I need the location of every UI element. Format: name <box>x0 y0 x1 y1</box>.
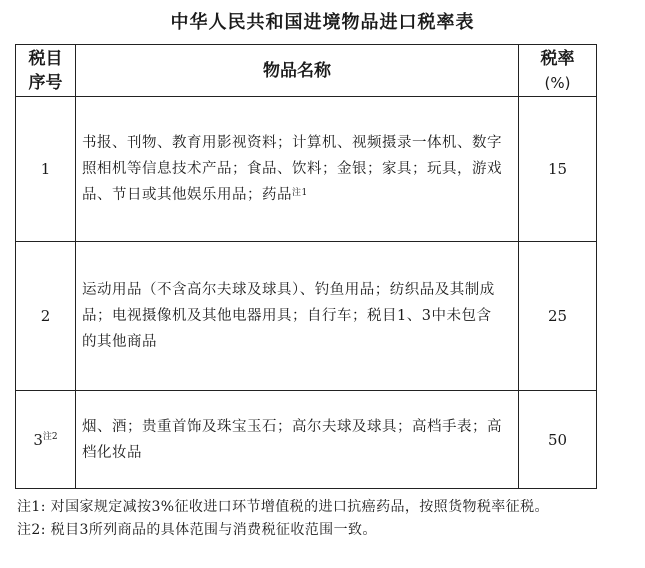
footnotes <box>17 496 617 542</box>
row-items-text: 书报、刊物、教育用影视资料；计算机、视频摄录一体机、数字照相机等信息技术产品；食品、饮料；金银；家具；玩具，游戏品、节日或其他娱乐用品；药品 <box>82 135 502 203</box>
footnote-2: 注2: 税目3所列商品的具体范围与消费税征收范围一致。 <box>17 522 377 538</box>
header-tax-rate <box>519 45 597 97</box>
header-item-number-line2: 序号 <box>28 72 63 93</box>
row-items-text: 运动用品（不含高尔夫球及球具）、钓鱼用品；纺织品及其制成品；电视摄像机及其他电器用具；自行车；税目1、3中未包含的其他商品 <box>82 282 495 350</box>
row-items <box>76 242 519 391</box>
row-number <box>16 391 76 489</box>
table-row <box>16 242 597 391</box>
page-title: 中华人民共和国进境物品进口税率表 <box>170 12 475 33</box>
row-rate: 25 <box>519 242 597 391</box>
row-number-note: 注2 <box>42 431 58 442</box>
row-number <box>16 242 76 391</box>
row-items-note: 注1 <box>292 188 308 198</box>
header-tax-rate-line2: (%) <box>544 73 571 92</box>
row-rate: 50 <box>519 391 597 489</box>
header-item-number <box>16 45 76 97</box>
row-number-value: 3 <box>33 430 43 449</box>
row-rate: 15 <box>519 97 597 242</box>
row-number-value: 1 <box>40 160 51 178</box>
row-items <box>76 391 519 489</box>
row-number-value: 2 <box>40 307 51 325</box>
header-item-name: 物品名称 <box>76 45 519 97</box>
table-row <box>16 391 597 489</box>
header-item-number-line1: 税目 <box>28 48 63 69</box>
row-number <box>16 97 76 242</box>
table-header-row <box>16 45 597 97</box>
row-items-text: 烟、酒；贵重首饰及珠宝玉石；高尔夫球及球具；高档手表；高档化妆品 <box>82 418 502 461</box>
header-tax-rate-line1: 税率 <box>540 48 575 69</box>
footnote-1: 注1: 对国家规定减按3%征收进口环节增值税的进口抗癌药品，按照货物税率征税。 <box>17 499 549 515</box>
tax-rate-table <box>15 44 597 489</box>
row-items <box>76 97 519 242</box>
table-row <box>16 97 597 242</box>
